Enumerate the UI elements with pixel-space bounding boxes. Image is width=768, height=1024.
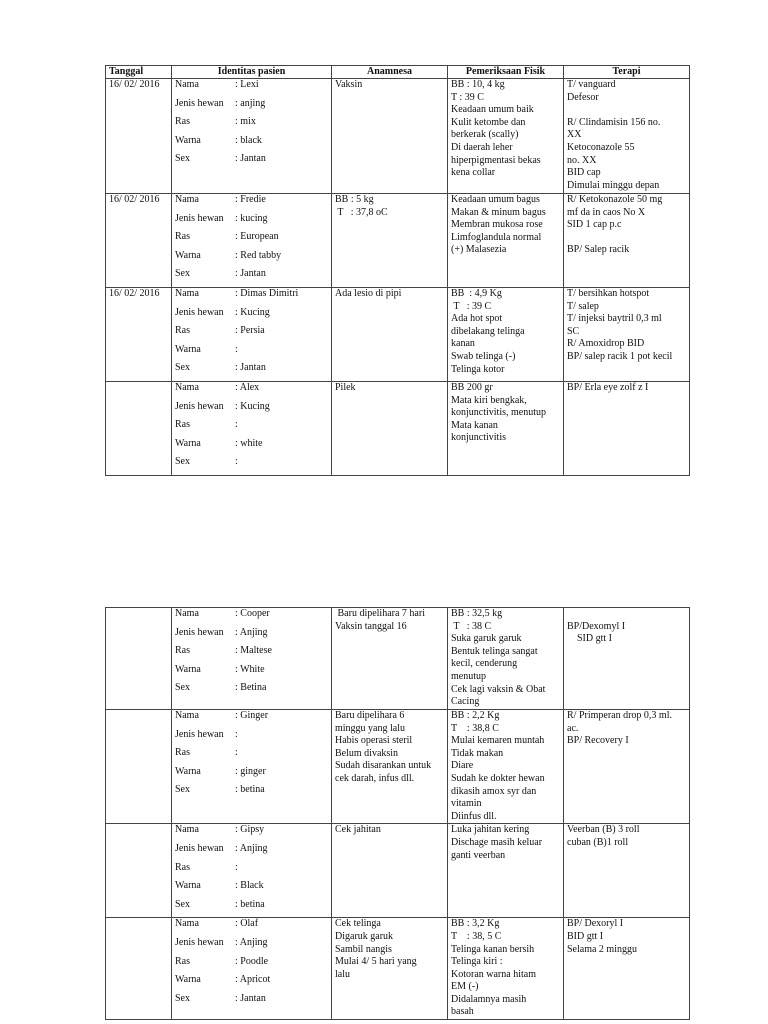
terapi-line: BP/ Recovery I <box>567 735 629 747</box>
anamnesa-line: Sudah disarankan untuk <box>335 760 432 772</box>
identity-field <box>175 153 328 172</box>
identity-field-value: : Anjing <box>235 842 268 854</box>
identity-field-label: Warna <box>175 880 201 892</box>
cell-pemeriksaan <box>448 710 564 824</box>
cell-identitas <box>172 710 332 824</box>
anamnesa-line: cek darah, infus dll. <box>335 772 415 784</box>
identity-field <box>175 79 328 98</box>
anamnesa-line: Pilek <box>335 381 356 393</box>
pemeriksaan-line: Telinga kiri : <box>451 956 503 968</box>
pemeriksaan-line: T : 39 C <box>451 91 484 103</box>
terapi-line: Defesor <box>567 91 599 103</box>
identity-field-value: : <box>235 861 238 873</box>
identity-field-label: Sex <box>175 153 190 165</box>
patient-record-table-1 <box>105 65 690 476</box>
identity-field-value: : Black <box>235 880 264 892</box>
terapi-line <box>567 608 686 621</box>
pemeriksaan-line: Luka jahitan kering <box>451 824 530 836</box>
identity-field-value: : Anjing <box>235 936 268 948</box>
pemeriksaan-line: BB : 2,2 Kg <box>451 710 500 721</box>
identity-field <box>175 956 328 975</box>
terapi-line: R/ Ketokonazole 50 mg <box>567 194 663 205</box>
identity-field <box>175 824 328 843</box>
cell-terapi <box>564 824 690 918</box>
identity-field-label: Jenis hewan <box>175 400 224 412</box>
pemeriksaan-line: Sudah ke dokter hewan <box>451 772 545 784</box>
identity-field-value: : <box>235 456 238 468</box>
cell-tanggal <box>106 710 172 824</box>
pemeriksaan-line: BB : 32,5 kg <box>451 608 503 619</box>
terapi-line: SID 1 cap p.c <box>567 219 622 231</box>
pemeriksaan-line: kecil, cenderung <box>451 658 518 670</box>
identity-field-value: : Jantan <box>235 153 266 165</box>
identity-field <box>175 880 328 899</box>
pemeriksaan-line: Kotoran warna hitam <box>451 968 536 980</box>
identity-field-value: : Olaf <box>235 918 259 930</box>
anamnesa-line: minggu yang lalu <box>335 722 405 734</box>
header-pemeriksaan: Pemeriksaan Fisik <box>448 66 564 79</box>
identity-field <box>175 268 328 287</box>
table-row <box>106 918 690 1020</box>
identity-field-value: : Betina <box>235 682 267 694</box>
identity-field-label: Jenis hewan <box>175 728 224 740</box>
cell-pemeriksaan <box>448 287 564 381</box>
identity-field <box>175 974 328 993</box>
identity-field-value: : Maltese <box>235 645 272 657</box>
header-terapi: Terapi <box>564 66 690 79</box>
pemeriksaan-line: Dischage masih keluar <box>451 836 543 848</box>
cell-identitas <box>172 79 332 194</box>
pemeriksaan-line: vitamin <box>451 798 482 810</box>
identity-field-label: Jenis hewan <box>175 842 224 854</box>
pemeriksaan-line: Tidak makan <box>451 747 504 759</box>
terapi-line: Veerban (B) 3 roll <box>567 824 640 836</box>
identity-field-label: Sex <box>175 898 190 910</box>
pemeriksaan-line: Suka garuk garuk <box>451 633 522 645</box>
cell-pemeriksaan <box>448 918 564 1020</box>
terapi-line: Dimulai minggu depan <box>567 179 660 191</box>
identity-field-label: Warna <box>175 343 201 355</box>
pemeriksaan-line: Bentuk telinga sangat <box>451 645 538 657</box>
identity-field-label: Warna <box>175 765 201 777</box>
identity-field-value: : betina <box>235 898 265 910</box>
anamnesa-line: Digaruk garuk <box>335 930 394 942</box>
identity-field <box>175 729 328 748</box>
cell-identitas <box>172 194 332 288</box>
terapi-line: BP/ Dexoryl I <box>567 918 624 930</box>
pemeriksaan-line: T : 38, 5 C <box>451 930 502 942</box>
identity-field <box>175 645 328 664</box>
identity-field-label: Nama <box>175 287 199 299</box>
header-tanggal: Tanggal <box>106 66 172 79</box>
identity-field <box>175 194 328 213</box>
identity-field-value: : <box>235 728 238 740</box>
identity-field <box>175 627 328 646</box>
identity-field-value: : Gipsy <box>235 824 265 836</box>
identity-field-value: : Red tabby <box>235 249 282 261</box>
identity-field-label: Warna <box>175 437 201 449</box>
identity-field <box>175 766 328 785</box>
pemeriksaan-line: Ada hot spot <box>451 313 503 325</box>
cell-terapi <box>564 79 690 194</box>
identity-field-label: Ras <box>175 116 190 128</box>
anamnesa-line: Sambil nangis <box>335 943 392 955</box>
pemeriksaan-line: konjunctivitis, menutup <box>451 407 546 419</box>
terapi-line: BP/ Salep racik <box>567 244 630 256</box>
identity-field-value: : Jantan <box>235 362 266 374</box>
cell-terapi <box>564 608 690 710</box>
terapi-line: BP/Dexomyl I <box>567 620 626 632</box>
pemeriksaan-line: EM (-) <box>451 981 479 993</box>
identity-field-value: : European <box>235 231 279 243</box>
terapi-line: T/ salep <box>567 300 599 312</box>
pemeriksaan-line: kanan <box>451 338 475 350</box>
cell-pemeriksaan <box>448 79 564 194</box>
pemeriksaan-line: konjunctivitis <box>451 432 506 444</box>
identity-field <box>175 608 328 627</box>
table-row <box>106 608 690 710</box>
identity-field-label: Jenis hewan <box>175 626 224 638</box>
identity-field-value: : Jantan <box>235 992 266 1004</box>
identity-field <box>175 664 328 683</box>
terapi-line: BP/ Erla eye zolf z I <box>567 381 649 393</box>
identity-field-label: Warna <box>175 663 201 675</box>
anamnesa-line: Cek telinga <box>335 918 381 930</box>
pemeriksaan-line: menutup <box>451 670 486 682</box>
identity-field <box>175 362 328 381</box>
identity-field-value: : Kucing <box>235 400 270 412</box>
terapi-line: BID gtt I <box>567 930 604 942</box>
identity-field-value: : betina <box>235 784 265 796</box>
pemeriksaan-line: T : 38 C <box>451 620 492 632</box>
cell-tanggal <box>106 918 172 1020</box>
identity-field-value: : mix <box>235 116 256 128</box>
identity-field <box>175 438 328 457</box>
table-row <box>106 194 690 288</box>
anamnesa-line: BB : 5 kg <box>335 194 374 205</box>
identity-field-label: Ras <box>175 325 190 337</box>
cell-identitas <box>172 287 332 381</box>
identity-field-label: Nama <box>175 608 199 619</box>
identity-field <box>175 382 328 401</box>
identity-field-label: Jenis hewan <box>175 306 224 318</box>
identity-field-value: : black <box>235 134 262 146</box>
cell-tanggal: 16/ 02/ 2016 <box>106 287 172 381</box>
identity-field <box>175 116 328 135</box>
terapi-line: BID cap <box>567 167 601 179</box>
identity-field-label: Nama <box>175 824 199 836</box>
cell-anamnesa <box>332 194 448 288</box>
pemeriksaan-line: T : 38,8 C <box>451 722 499 734</box>
pemeriksaan-line: Telinga kanan bersih <box>451 943 535 955</box>
cell-tanggal: 16/ 02/ 2016 <box>106 194 172 288</box>
anamnesa-line: Belum divaksin <box>335 747 399 759</box>
pemeriksaan-line: kena collar <box>451 167 496 179</box>
identity-field-value: : kucing <box>235 212 268 224</box>
terapi-line: Selama 2 minggu <box>567 943 637 955</box>
terapi-line: R/ Amoxidrop BID <box>567 338 645 350</box>
pemeriksaan-line: hiperpigmentasi bekas <box>451 154 541 166</box>
identity-field <box>175 682 328 701</box>
identity-field-value: : Apricot <box>235 974 271 986</box>
table-header-row <box>106 66 690 79</box>
header-anamnesa: Anamnesa <box>332 66 448 79</box>
identity-field-label: Sex <box>175 784 190 796</box>
cell-identitas <box>172 918 332 1020</box>
identity-field-value: : Jantan <box>235 268 266 280</box>
identity-field <box>175 710 328 729</box>
identity-field-value: : <box>235 747 238 759</box>
pemeriksaan-line: BB 200 gr <box>451 381 493 393</box>
identity-field-label: Sex <box>175 362 190 374</box>
table-row <box>106 824 690 918</box>
identity-field <box>175 135 328 154</box>
cell-anamnesa <box>332 824 448 918</box>
identity-field <box>175 419 328 438</box>
identity-field-label: Warna <box>175 134 201 146</box>
identity-field-label: Ras <box>175 955 190 967</box>
terapi-line: cuban (B)1 roll <box>567 836 629 848</box>
identity-field-value: : Ginger <box>235 710 269 721</box>
cell-tanggal: 16/ 02/ 2016 <box>106 79 172 194</box>
terapi-line: mf da in caos No X <box>567 206 646 218</box>
identity-field-value: : Cooper <box>235 608 270 619</box>
identity-field-value: : anjing <box>235 97 266 109</box>
identity-field <box>175 918 328 937</box>
pemeriksaan-line: Makan & minum bagus <box>451 206 546 218</box>
identity-field-value: : Lexi <box>235 79 259 90</box>
table-body-1 <box>106 79 690 476</box>
identity-field-label: Ras <box>175 231 190 243</box>
pemeriksaan-line: (+) Malasezia <box>451 244 507 256</box>
pemeriksaan-line: Mata kanan <box>451 419 498 431</box>
pemeriksaan-line: Swab telinga (-) <box>451 350 516 362</box>
identity-field <box>175 250 328 269</box>
identity-field-label: Ras <box>175 861 190 873</box>
pemeriksaan-line: Di daerah leher <box>451 141 513 153</box>
identity-field-label: Ras <box>175 645 190 657</box>
cell-terapi <box>564 381 690 475</box>
pemeriksaan-line: Keadaan umum bagus <box>451 194 540 205</box>
identity-field <box>175 862 328 881</box>
cell-anamnesa <box>332 79 448 194</box>
identity-field-label: Jenis hewan <box>175 212 224 224</box>
identity-field <box>175 993 328 1012</box>
identity-field-value: : ginger <box>235 765 266 777</box>
identity-field-value: : Anjing <box>235 626 268 638</box>
identity-field-label: Sex <box>175 456 190 468</box>
anamnesa-line: lalu <box>335 968 350 980</box>
cell-tanggal <box>106 381 172 475</box>
cell-anamnesa <box>332 381 448 475</box>
identity-field <box>175 784 328 803</box>
pemeriksaan-line: BB : 4,9 Kg <box>451 287 502 299</box>
cell-terapi <box>564 194 690 288</box>
identity-field-value: : <box>235 419 238 431</box>
identity-field <box>175 98 328 117</box>
table-row <box>106 381 690 475</box>
identity-field-value: : white <box>235 437 263 449</box>
identity-field-value: : Fredie <box>235 194 266 205</box>
pemeriksaan-line: BB : 10, 4 kg <box>451 79 505 90</box>
patient-record-table-2 <box>105 607 690 1020</box>
pemeriksaan-line: Limfoglandula normal <box>451 231 542 243</box>
anamnesa-line: Habis operasi steril <box>335 735 413 747</box>
table-row <box>106 287 690 381</box>
terapi-line: XX <box>567 129 582 141</box>
cell-pemeriksaan <box>448 194 564 288</box>
identity-field-label: Sex <box>175 992 190 1004</box>
anamnesa-line: Vaksin tanggal 16 <box>335 620 407 632</box>
identity-field <box>175 899 328 918</box>
pemeriksaan-line: dikasih amox syr dan <box>451 785 537 797</box>
cell-identitas <box>172 824 332 918</box>
identity-field-value: : Persia <box>235 325 265 337</box>
terapi-line <box>567 232 686 245</box>
cell-tanggal <box>106 824 172 918</box>
identity-field <box>175 937 328 956</box>
identity-field <box>175 843 328 862</box>
terapi-line: T/ injeksi baytril 0,3 ml <box>567 313 662 325</box>
identity-field <box>175 288 328 307</box>
identity-field <box>175 401 328 420</box>
anamnesa-line: Vaksin <box>335 79 363 90</box>
terapi-line: BP/ salep racik 1 pot kecil <box>567 350 673 362</box>
identity-field-label: Nama <box>175 710 199 721</box>
terapi-line: R/ Clindamisin 156 no. <box>567 116 661 128</box>
identity-field-value: : Alex <box>235 381 260 393</box>
identity-field-value: : Kucing <box>235 306 270 318</box>
terapi-line: T/ vanguard <box>567 79 616 90</box>
pemeriksaan-line: Kulit ketombe dan <box>451 116 526 128</box>
pemeriksaan-line: Telinga kotor <box>451 363 505 375</box>
pemeriksaan-line: BB : 3,2 Kg <box>451 918 500 930</box>
pemeriksaan-line: Membran mukosa rose <box>451 219 543 231</box>
terapi-line: Ketoconazole 55 <box>567 141 635 153</box>
identity-field <box>175 344 328 363</box>
pemeriksaan-line: Mulai kemaren muntah <box>451 735 545 747</box>
cell-pemeriksaan <box>448 608 564 710</box>
identity-field <box>175 456 328 475</box>
identity-field-label: Nama <box>175 381 199 393</box>
pemeriksaan-line: Diinfus dll. <box>451 810 497 822</box>
pemeriksaan-line: T : 39 C <box>451 300 492 312</box>
terapi-line: SID gtt I <box>567 633 612 645</box>
identity-field <box>175 213 328 232</box>
pemeriksaan-line: Cek lagi vaksin & Obat <box>451 683 546 695</box>
anamnesa-line: Cek jahitan <box>335 824 381 836</box>
pemeriksaan-line: Diare <box>451 760 474 772</box>
identity-field <box>175 307 328 326</box>
identity-field-label: Nama <box>175 79 199 90</box>
table-row <box>106 79 690 194</box>
identity-field <box>175 231 328 250</box>
terapi-line: R/ Primperan drop 0,3 ml. <box>567 710 672 721</box>
identity-field-label: Ras <box>175 419 190 431</box>
terapi-line: no. XX <box>567 154 597 166</box>
identity-field-value: : Dimas Dimitri <box>235 287 299 299</box>
anamnesa-line: T : 37,8 oC <box>335 206 388 218</box>
identity-field <box>175 325 328 344</box>
identity-field-label: Ras <box>175 747 190 759</box>
identity-field-label: Sex <box>175 682 190 694</box>
identity-field-label: Nama <box>175 918 199 930</box>
cell-terapi <box>564 287 690 381</box>
anamnesa-line: Baru dipelihara 6 <box>335 710 405 721</box>
terapi-line: SC <box>567 325 580 337</box>
identity-field-label: Jenis hewan <box>175 97 224 109</box>
pemeriksaan-line: Didalamnya masih <box>451 993 527 1005</box>
identity-field-label: Warna <box>175 249 201 261</box>
identity-field-label: Jenis hewan <box>175 936 224 948</box>
identity-field-value: : <box>235 343 238 355</box>
identity-field-value: : White <box>235 663 265 675</box>
cell-anamnesa <box>332 287 448 381</box>
terapi-line <box>567 104 686 117</box>
cell-pemeriksaan <box>448 381 564 475</box>
header-identitas: Identitas pasien <box>172 66 332 79</box>
identity-field-label: Warna <box>175 974 201 986</box>
cell-identitas <box>172 608 332 710</box>
pemeriksaan-line: basah <box>451 1006 474 1018</box>
cell-tanggal <box>106 608 172 710</box>
pemeriksaan-line: Keadaan umum baik <box>451 104 534 116</box>
cell-identitas <box>172 381 332 475</box>
pemeriksaan-line: Mata kiri bengkak, <box>451 394 527 406</box>
identity-field <box>175 747 328 766</box>
cell-pemeriksaan <box>448 824 564 918</box>
terapi-line: T/ bersihkan hotspot <box>567 287 650 299</box>
table-row <box>106 710 690 824</box>
cell-anamnesa <box>332 608 448 710</box>
identity-field-label: Nama <box>175 194 199 205</box>
table-body-2 <box>106 608 690 1020</box>
pemeriksaan-line: ganti veerban <box>451 849 506 861</box>
identity-field-value: : Poodle <box>235 955 269 967</box>
terapi-line: ac. <box>567 722 579 734</box>
anamnesa-line: Baru dipelihara 7 hari <box>335 608 425 619</box>
cell-terapi <box>564 918 690 1020</box>
cell-terapi <box>564 710 690 824</box>
pemeriksaan-line: dibelakang telinga <box>451 325 525 337</box>
identity-field-label: Sex <box>175 268 190 280</box>
cell-anamnesa <box>332 918 448 1020</box>
anamnesa-line: Mulai 4/ 5 hari yang <box>335 956 417 968</box>
anamnesa-line: Ada lesio di pipi <box>335 287 402 299</box>
cell-anamnesa <box>332 710 448 824</box>
pemeriksaan-line: Cacing <box>451 696 480 708</box>
pemeriksaan-line: berkerak (scally) <box>451 129 519 141</box>
